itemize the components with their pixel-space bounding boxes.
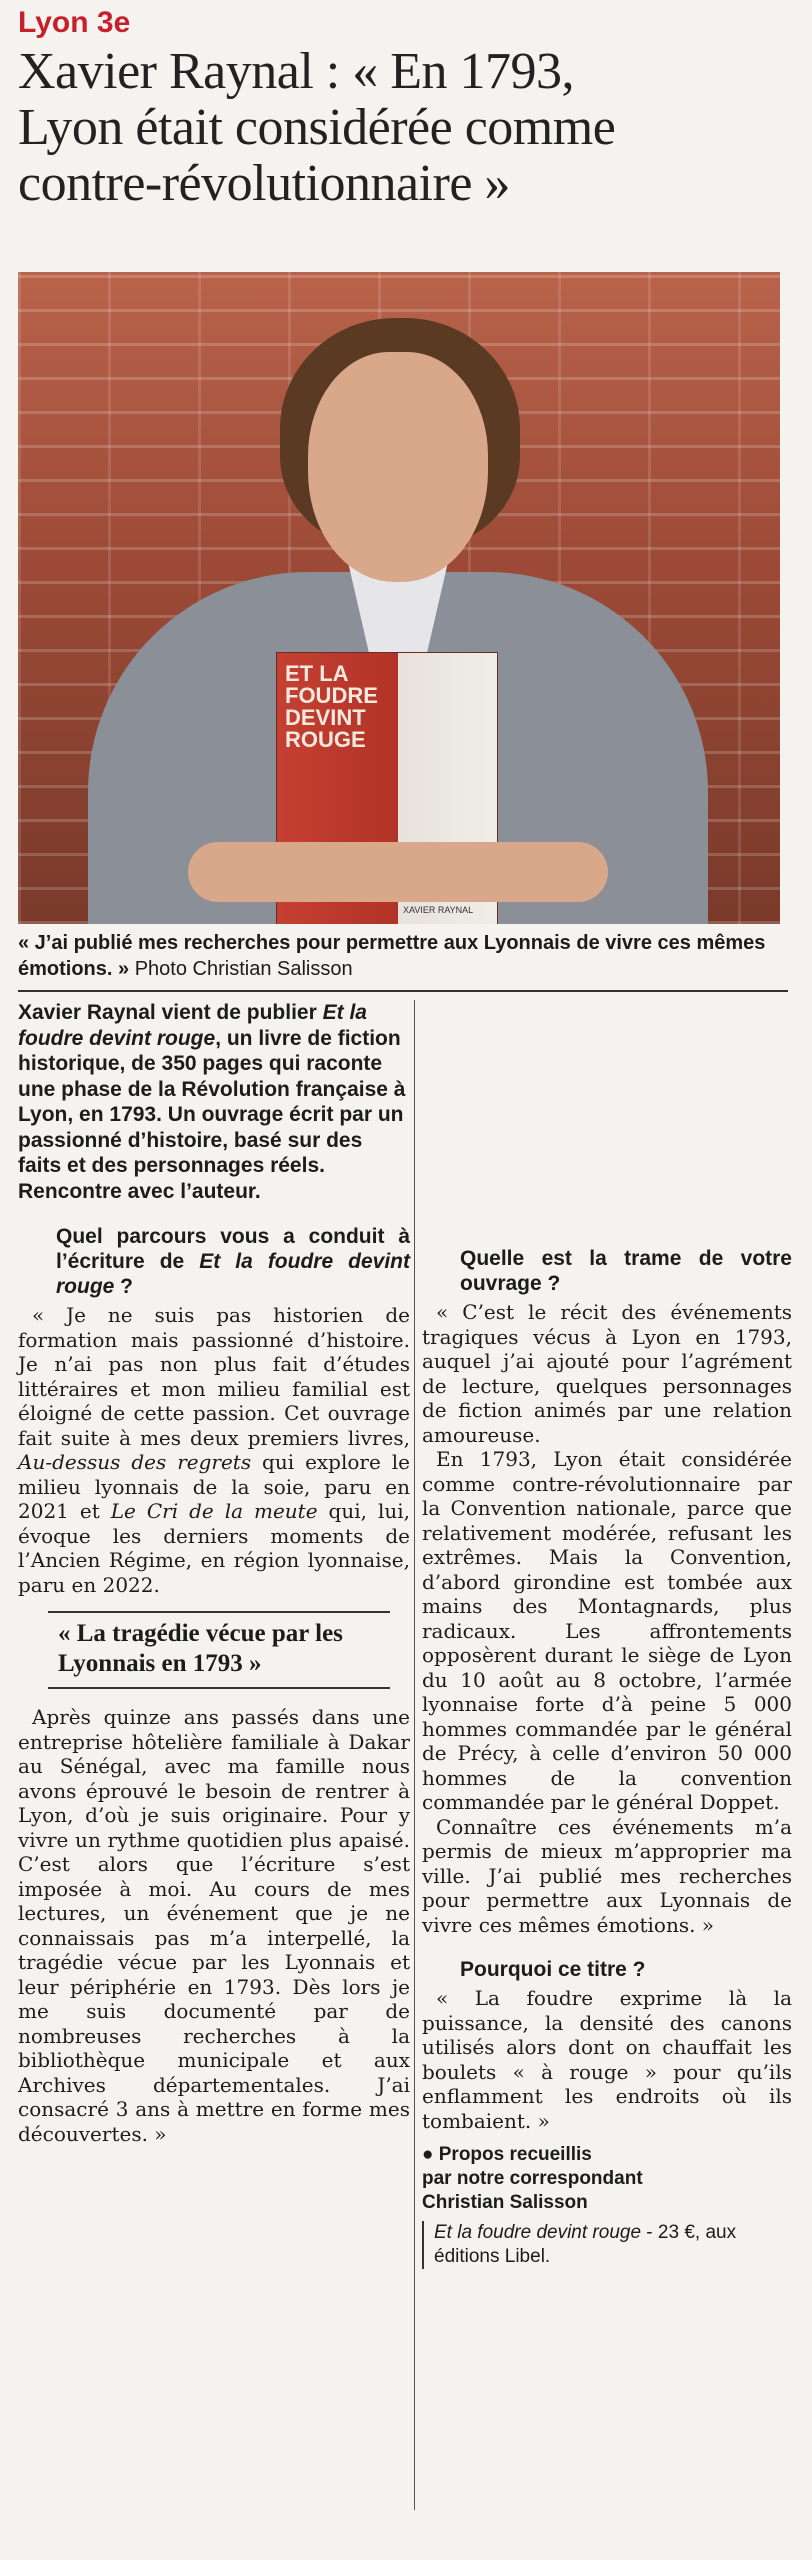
answer-3: « La foudre exprime là la puissance, la densité des canons utilisés alors dont on chauffait les boulets « à rouge » pour qu’ils enflamment les endroits où ils tombaient. »	[422, 1986, 792, 2133]
article-column-right	[422, 1000, 792, 2269]
answer-1: « Je ne suis pas historien de formation mais passionné d’histoire. Je n’ai pas non plus fait d’études littéraires et mon milieu familial est éloigné de cette passion. Cet ouvrage fait suite à mes deux premiers livres, Au-dessus des regrets qui explore le milieu lyonnais de la soie, paru en 2021 et Le Cri de la meute qui, lui, évoque les derniers moments de l’Ancien Régime, en région lyonnaise, paru en 2022.	[18, 1303, 411, 1597]
answer-2-part-2: En 1793, Lyon était considérée comme contre-révolutionnaire par la Convention nationale, parce que relativement modérée, refusant les extrêmes. Mais la Convention, d’abord girondine est tombée aux mains des Montagnards, plus radicaux. Les affrontements opposèrent durant le siège de Lyon du 10 août au 8 octobre, l’armée lyonnaise forte d’à peine 5 000 hommes commandée par le général de Précy, à celle d’environ 50 000 hommes de la convention commandée par le général Doppet.	[422, 1447, 792, 1814]
photo-face	[308, 352, 488, 582]
lead-book-title: Et la foudre devint rouge	[18, 1001, 367, 1050]
answer-2-part-3: Connaître ces événements m’a permis de mieux m’approprier ma ville. J’ai publié mes recherches pour permettre aux Lyonnais de vivre ces mêmes émotions. »	[422, 1814, 792, 1937]
byline: ● Propos recueillis par notre correspondant Christian Salisson	[422, 2144, 643, 2213]
question-1: Quel parcours vous a conduit à l’écriture de Et la foudre devint rouge ?	[56, 1225, 411, 1298]
article-lead: Xavier Raynal vient de publier Et la foudre devint rouge, un livre de fiction historique, de 350 pages qui raconte une phase de la Révolution française à Lyon, en 1793. Un ouvrage écrit par un passionné d’histoire, basé sur des faits et des personnages réels. Rencontre avec l’auteur.	[18, 1001, 406, 1203]
caption-quote: « J’ai publié mes recherches pour permettre aux Lyonnais de vivre ces mêmes émotions. »	[18, 932, 766, 980]
caption-credit: Photo Christian Salisson	[134, 958, 353, 980]
author-photo	[18, 272, 780, 924]
answer-1-continued: Après quinze ans passés dans une entreprise hôtelière familiale à Dakar au Sénégal, avec ma famille nous avons éprouvé le besoin de rentrer à Lyon, d’où je suis originaire. Pour y vivre un rythme quotidien plus apaisé. C’est alors que l’écriture s’est imposée à moi. Au cours de mes lectures, un événement que je ne connaissais pas m’a interpellé, la tragédie vécue par les Lyonnais et leur périphérie en 1793. Dès lors je me suis documenté par de nombreuses recherches à la bibliothèque municipale et aux Archives départementales. J’ai consacré 3 ans à mettre en forme mes découvertes. »	[18, 1705, 410, 2146]
book-cover-title: ET LA FOUDRE DEVINT ROUGE	[285, 661, 378, 752]
question-2: Quelle est la trame de votre ouvrage ?	[460, 1247, 792, 1295]
headline-line-3: contre-révolutionnaire »	[18, 155, 510, 212]
pull-quote: « La tragédie vécue par les Lyonnais en 1793 »	[48, 1611, 390, 1689]
column-divider	[414, 1000, 415, 2510]
photo-hands	[188, 842, 608, 902]
section-kicker: Lyon 3e	[18, 6, 131, 39]
headline-line-2: Lyon était considérée comme	[18, 99, 616, 156]
book-cover-author: XAVIER RAYNAL	[403, 905, 474, 915]
article-column-left	[18, 1000, 410, 2146]
headline	[18, 44, 798, 212]
book-info: Et la foudre devint rouge - 23 €, aux éditions Libel.	[422, 2221, 792, 2269]
answer-2-part-1: « C’est le récit des événements tragiques vécus à Lyon en 1793, auquel j’ai ajouté pour l’agrément de lecture, quelques personnages de fiction animés par une relation amoureuse.	[422, 1300, 792, 1447]
photo-caption	[18, 930, 788, 982]
caption-rule	[18, 990, 788, 992]
question-3: Pourquoi ce titre ?	[460, 1958, 646, 1981]
headline-line-1: Xavier Raynal : « En 1793,	[18, 43, 574, 100]
